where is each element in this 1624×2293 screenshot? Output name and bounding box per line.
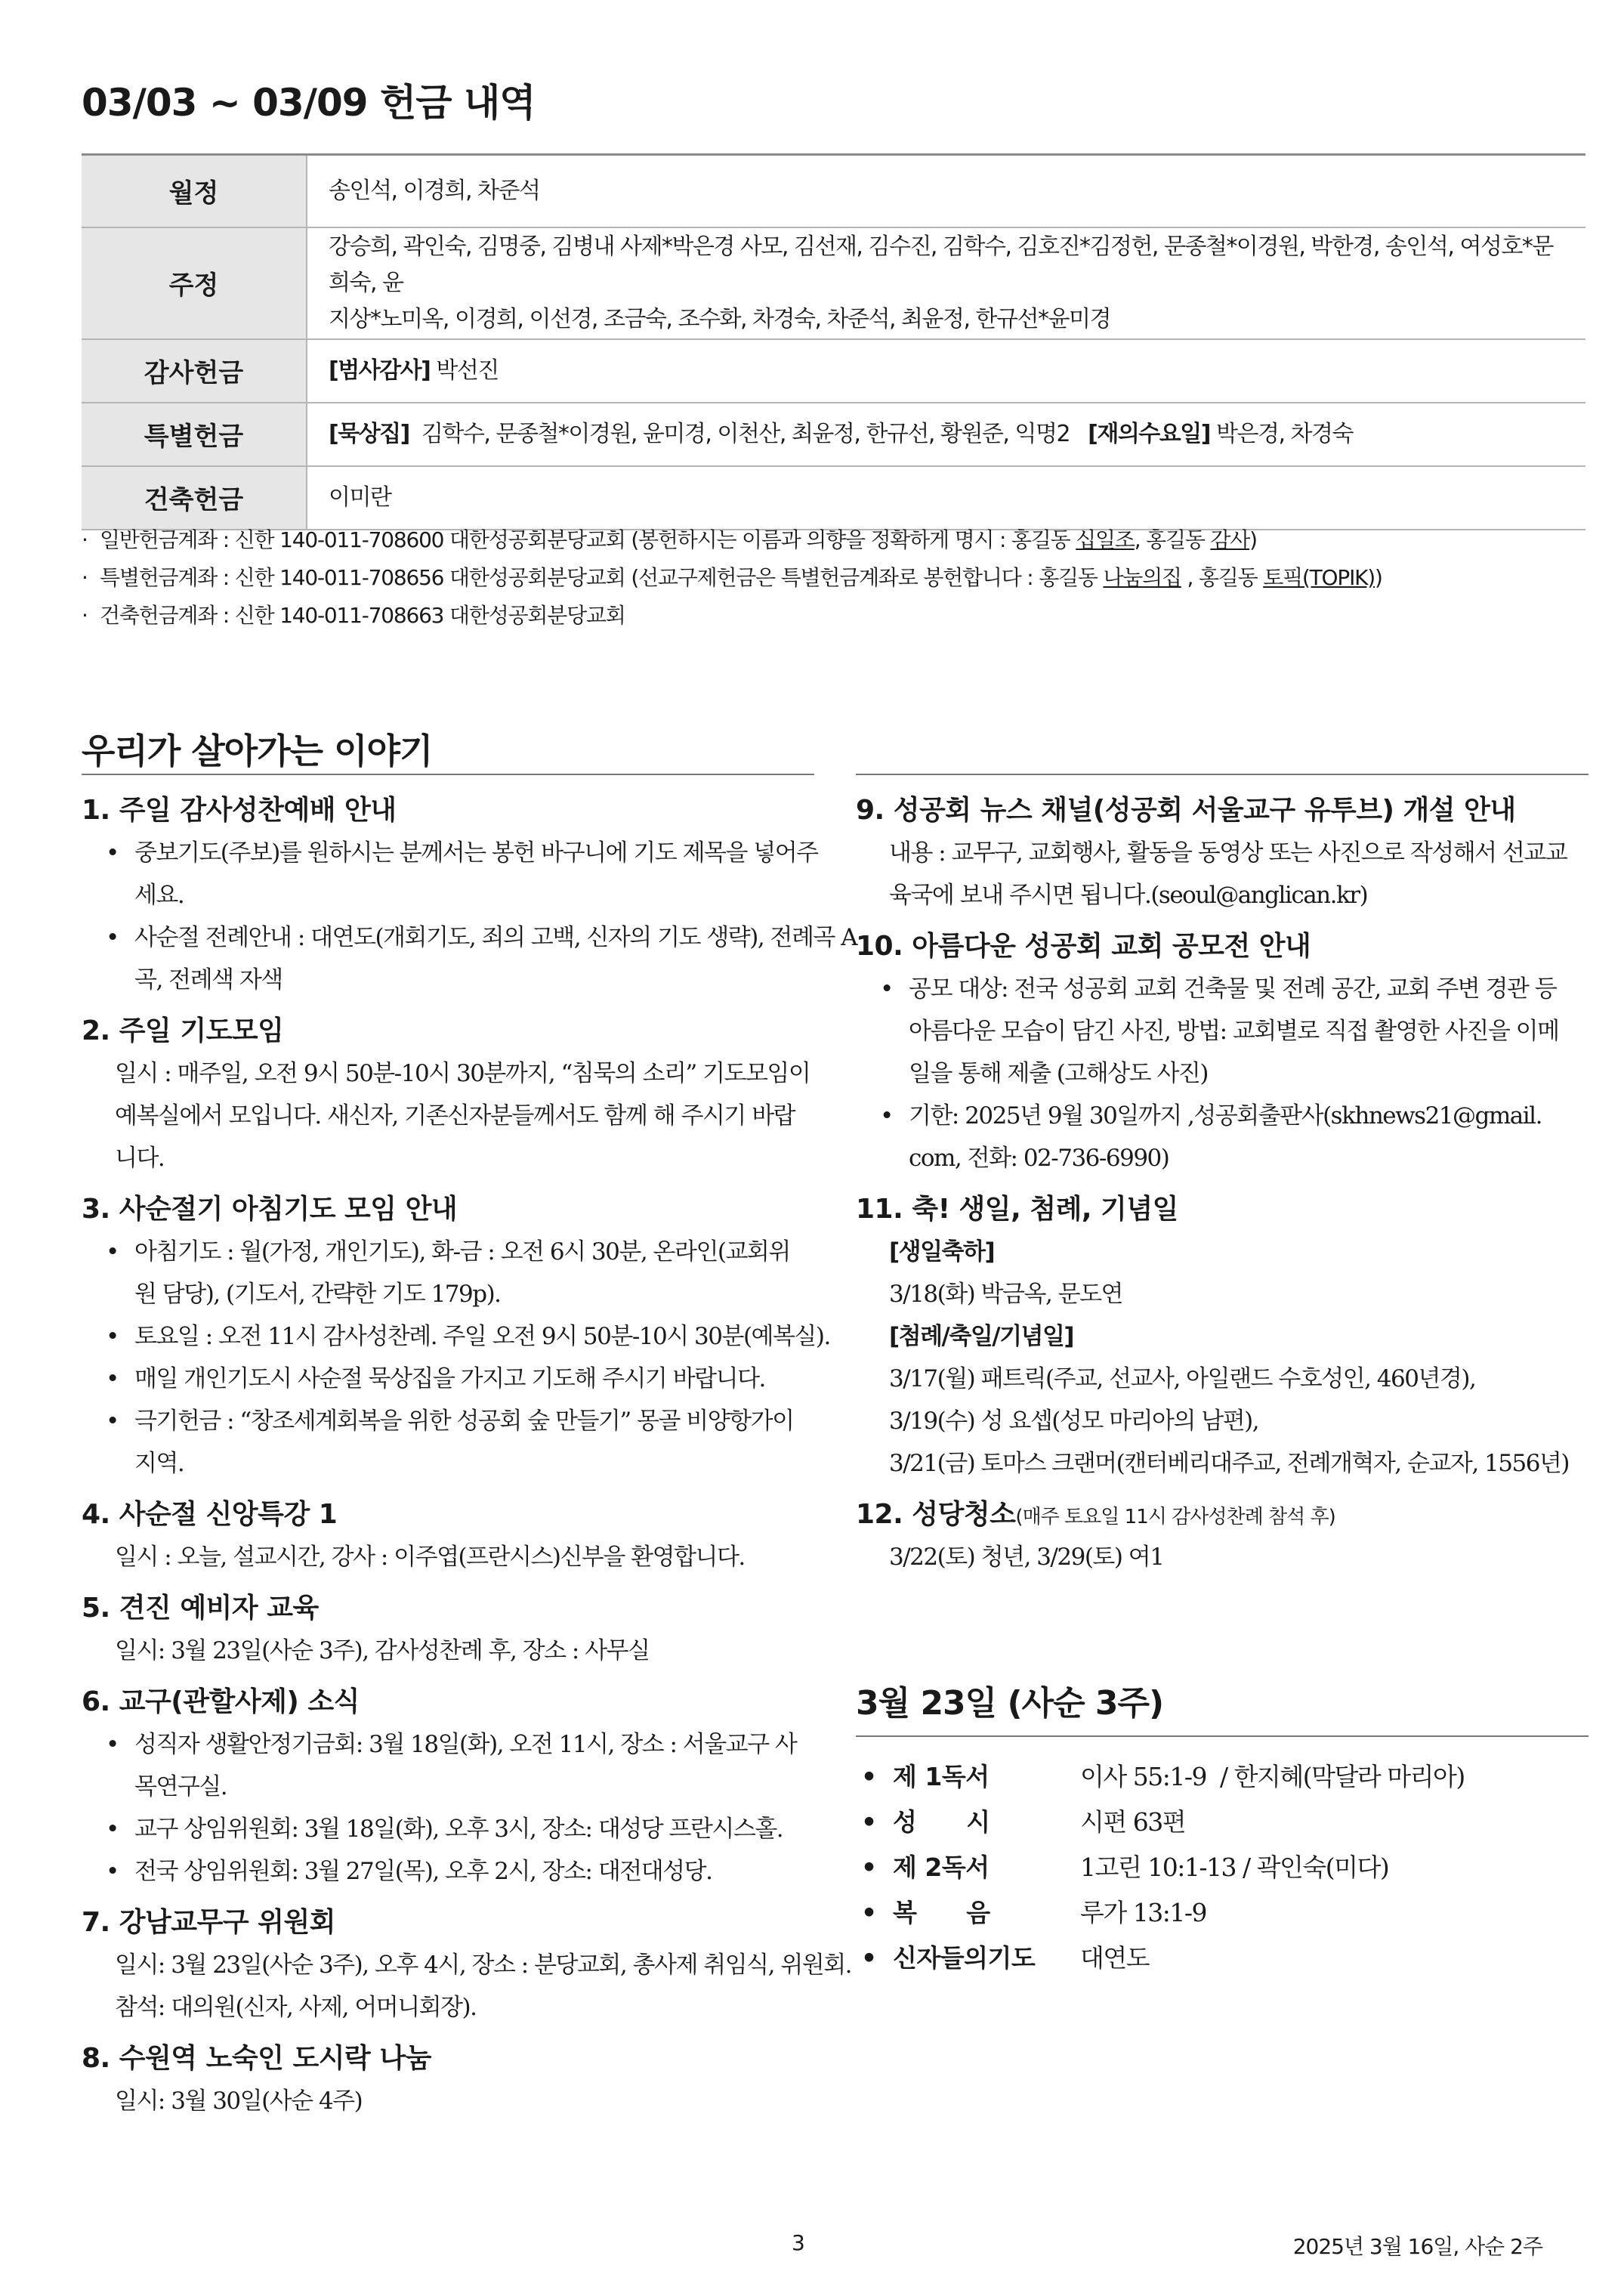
account-text: , 홍길동 [1134,527,1211,552]
offering-row-monthly [82,155,1585,227]
story-title: 6. 교구(관할사제) 소식 [82,1686,360,1717]
bullet: · [82,603,88,628]
story-text: 일을 통해 제출 (고해상도 사진) [909,1060,1208,1087]
story-text: 내용 : 교무구, 교회행사, 활동을 동영상 또는 사진으로 작성해서 선교교 [889,839,1567,867]
divider [856,1735,1588,1737]
story-text: 원 담당), (기도서, 간략한 기도 179p). [134,1281,501,1308]
story-text: 육국에 보내 주시면 됩니다.(seoul@anglican.kr) [889,882,1368,909]
story-text: 일시: 3월 30일(사순 4주) [115,2087,363,2115]
story-title: 7. 강남교무구 위원회 [82,1907,335,1938]
account-building [82,597,1382,635]
story-text: 일시 : 오늘, 설교시간, 강사 : 이주엽(프란시스)신부을 환영합니다. [115,1544,745,1571]
row-names: 박은경, 차경숙 [1216,420,1353,447]
story-title-note: (매주 토요일 11시 감사성찬례 참석 후) [1015,1506,1335,1528]
bullet: • [106,1731,119,1758]
story-text: 토요일 : 오전 11시 감사성찬례. 주일 오전 9시 50분-10시 30분(예복실). [134,1323,830,1350]
stories-title: 우리가 살아가는 이야기 [82,731,433,771]
lectionary-label: 제 2독서 [893,1853,990,1882]
story-title-text: 12. 성당청소 [856,1499,1016,1530]
story-bullet [82,1358,814,1400]
lectionary-value: 이사 55:1-9 / 한지혜(막달라 마리아) [1080,1762,1465,1791]
account-text: ) [1249,527,1257,552]
story-text: 예복실에서 모입니다. 새신자, 기존신자분들께서도 함께 해 주시기 바랍 [115,1102,795,1130]
feast-text: 3/21(금) 토마스 크랜머(캔터베리대주교, 전례개혁자, 순교자, 1556년) [889,1450,1569,1477]
bullet: • [880,975,893,1003]
row-value: 이미란 [307,466,1585,530]
row-tag: [재의수요일] [1088,420,1210,447]
story-text: 일시: 3월 23일(사순 3주), 감사성찬례 후, 장소 : 사무실 [115,1637,650,1664]
story-bullet [856,968,1588,1010]
lectionary-value: 시편 63편 [1080,1807,1186,1837]
divider [856,774,1588,775]
story-text: 매일 개인기도시 사순절 묵상집을 가지고 기도해 주시기 바랍니다. [134,1365,765,1392]
story-title [856,1494,1588,1536]
account-text: 일반헌금계좌 : 신한 140-011-708600 대한성공회분당교회 (봉헌하시는 이름과 의향을 정확하게 명시 : 홍길동 [100,527,1076,552]
story-bullet [82,1850,814,1893]
story-bullet [82,1723,814,1766]
row-value-line: 강승희, 곽인숙, 김명중, 김병내 사제*박은경 사모, 김선재, 김수진, 김학수, 김호진*김정헌, 문종철*이경원, 박한경, 송인석, 여성호*문희숙, 윤 [329,233,1553,296]
story-text: 아침기도 : 월(가정, 개인기도), 화-금 : 오전 6시 30분, 온라인(교회위 [134,1238,790,1265]
row-value: 송인석, 이경희, 차준석 [307,155,1585,227]
story-text: 교구 상임위원회: 3월 18일(화), 오후 3시, 장소: 대성당 프란시스홀. [134,1816,783,1843]
row-names: 김학수, 문종철*이경원, 윤미경, 이천산, 최윤정, 한규선, 황원준, 익명2 [421,420,1070,447]
birthday-text: 3/18(화) 박금옥, 문도연 [889,1281,1122,1308]
account-example: 나눔의집 [1103,565,1181,590]
row-value-line: 지상*노미옥, 이경희, 이선경, 조금숙, 조수화, 차경숙, 차준석, 최윤정, 한규선*윤미경 [329,305,1110,332]
offering-row-weekly [82,227,1585,339]
bullet: • [106,1238,119,1265]
story-text: 지역. [134,1450,184,1477]
lectionary-label: 복 음 [893,1898,990,1927]
bullet: • [861,1762,878,1791]
story-text: 일시: 3월 23일(사순 3주), 오후 4시, 장소 : 분당교회, 총사제 취임식, 위원회. [115,1952,852,1979]
account-example: 감사 [1210,527,1250,552]
story-text: 아름다운 모습이 담긴 사진, 방법: 교회별로 직접 촬영한 사진을 이메 [909,1018,1559,1045]
lectionary-value: 루가 13:1-9 [1080,1898,1206,1927]
bullet: • [106,1323,119,1350]
story-text: 곡, 전례색 자색 [134,966,283,994]
lectionary-label: 신자들의기도 [893,1943,1036,1973]
story-title: 8. 수원역 노숙인 도시락 나눔 [82,2043,431,2074]
account-text: 특별헌금계좌 : 신한 140-011-708656 대한성공회분당교회 (선교구제헌금은 특별헌금계좌로 봉헌합니다 : 홍길동 [100,565,1104,590]
story-title: 9. 성공회 뉴스 채널(성공회 서울교구 유투브) 개설 안내 [856,795,1516,826]
lectionary-title: 3월 23일 (사순 3주) [856,1684,1164,1723]
story-text: 니다. [115,1145,165,1172]
story-text: 세요. [134,882,184,909]
divider [82,774,814,775]
story-title: 2. 주일 기도모임 [82,1015,284,1046]
story-text: 목연구실. [134,1773,227,1800]
row-label: 건축헌금 [82,466,307,530]
row-label: 감사헌금 [82,339,307,403]
row-value [307,227,1585,339]
row-tag: [묵상집] [329,420,409,447]
row-names: 박선진 [436,357,499,384]
lectionary-value: 1고린 10:1-13 / 곽인숙(미다) [1080,1853,1389,1882]
feast-label: [첨례/축일/기념일] [889,1323,1074,1350]
story-text: 중보기도(주보)를 원하시는 분께서는 봉헌 바구니에 기도 제목을 넣어주 [134,839,818,867]
offering-row-thanks [82,339,1585,403]
story-title: 11. 축! 생일, 첨례, 기념일 [856,1194,1178,1225]
offering-table [82,153,1585,530]
lectionary-label: 제 1독서 [893,1762,990,1791]
account-general [82,521,1382,559]
bullet: • [861,1943,878,1973]
bullet: • [861,1807,878,1837]
story-title: 10. 아름다운 성공회 교회 공모전 안내 [856,931,1311,962]
account-list [82,521,1382,635]
offering-row-special [82,403,1585,466]
row-label: 주정 [82,227,307,339]
bullet: · [82,527,88,552]
row-value [307,403,1585,466]
story-text: 전국 상임위원회: 3월 27일(목), 오후 2시, 장소: 대전대성당. [134,1858,712,1885]
account-text: 건축헌금계좌 : 신한 140-011-708663 대한성공회분당교회 [100,603,625,628]
story-title: 4. 사순절 신앙특강 1 [82,1499,338,1530]
offering-row-building [82,466,1585,530]
story-text: 사순절 전례안내 : 대연도(개회기도, 죄의 고백, 신자의 기도 생략), 전례곡 A [134,924,857,951]
story-bullet [82,1231,814,1273]
story-title: 5. 견진 예비자 교육 [82,1593,319,1624]
footer-date: 2025년 3월 16일, 사순 2주 [1292,2234,1542,2259]
bullet: • [861,1853,878,1882]
bullet: • [880,1102,893,1130]
story-text: 일시 : 매주일, 오전 9시 50분-10시 30분까지, “침묵의 소리” 기도모임이 [115,1060,810,1087]
bullet: • [106,1858,119,1885]
story-text: 참석: 대의원(신자, 사제, 어머니회장). [115,1994,477,2021]
story-bullet [82,1808,814,1850]
stories-right-column [856,790,1588,1578]
bullet: • [106,1365,119,1392]
story-text: com, 전화: 02-736-6990) [909,1145,1169,1172]
bullet: • [106,1408,119,1435]
row-value [307,339,1585,403]
story-text: 성직자 생활안정기금회: 3월 18일(화), 오전 11시, 장소 : 서울교구 사 [134,1731,797,1758]
bullet: • [106,1816,119,1843]
lectionary-label: 성 시 [893,1807,990,1837]
feast-text: 3/19(수) 성 요셉(성모 마리아의 남편), [889,1408,1259,1435]
lectionary-value: 대연도 [1080,1943,1150,1973]
bullet: • [106,924,119,951]
story-text: 기한: 2025년 9월 30일까지 ,성공회출판사(skhnews21@gmail. [909,1102,1542,1130]
story-text: 3/22(토) 청년, 3/29(토) 여1 [889,1544,1164,1571]
story-text: 공모 대상: 전국 성공회 교회 건축물 및 전례 공간, 교회 주변 경관 등 [909,975,1557,1003]
story-bullet [82,1315,830,1358]
stories-left-column [82,790,857,2122]
bullet: • [861,1898,878,1927]
row-tag: [범사감사] [329,357,431,384]
page-number: 3 [792,2230,805,2255]
bullet: • [106,839,119,867]
story-bullet [856,1095,1588,1137]
account-example: 십일조 [1076,527,1135,552]
story-text: 극기헌금 : “창조세계회복을 위한 성공회 숲 만들기” 몽골 비양항가이 [134,1408,794,1435]
story-bullet [82,832,818,874]
story-bullet [82,1400,814,1442]
account-text: , 홍길동 [1181,565,1264,590]
offering-title: 03/03 ~ 03/09 헌금 내역 [82,81,536,125]
story-title: 3. 사순절기 아침기도 모임 안내 [82,1194,458,1225]
row-label: 특별헌금 [82,403,307,466]
bullet: · [82,565,88,590]
feast-text: 3/17(월) 패트릭(주교, 선교사, 아일랜드 수호성인, 460년경), [889,1365,1476,1392]
story-title: 1. 주일 감사성찬예배 안내 [82,795,397,826]
row-label: 월정 [82,155,307,227]
account-special [82,559,1382,597]
birthday-label: [생일축하] [889,1238,995,1265]
account-text: ) [1375,565,1382,590]
account-example: 토픽(TOPIK) [1263,565,1375,590]
story-bullet [82,916,857,959]
